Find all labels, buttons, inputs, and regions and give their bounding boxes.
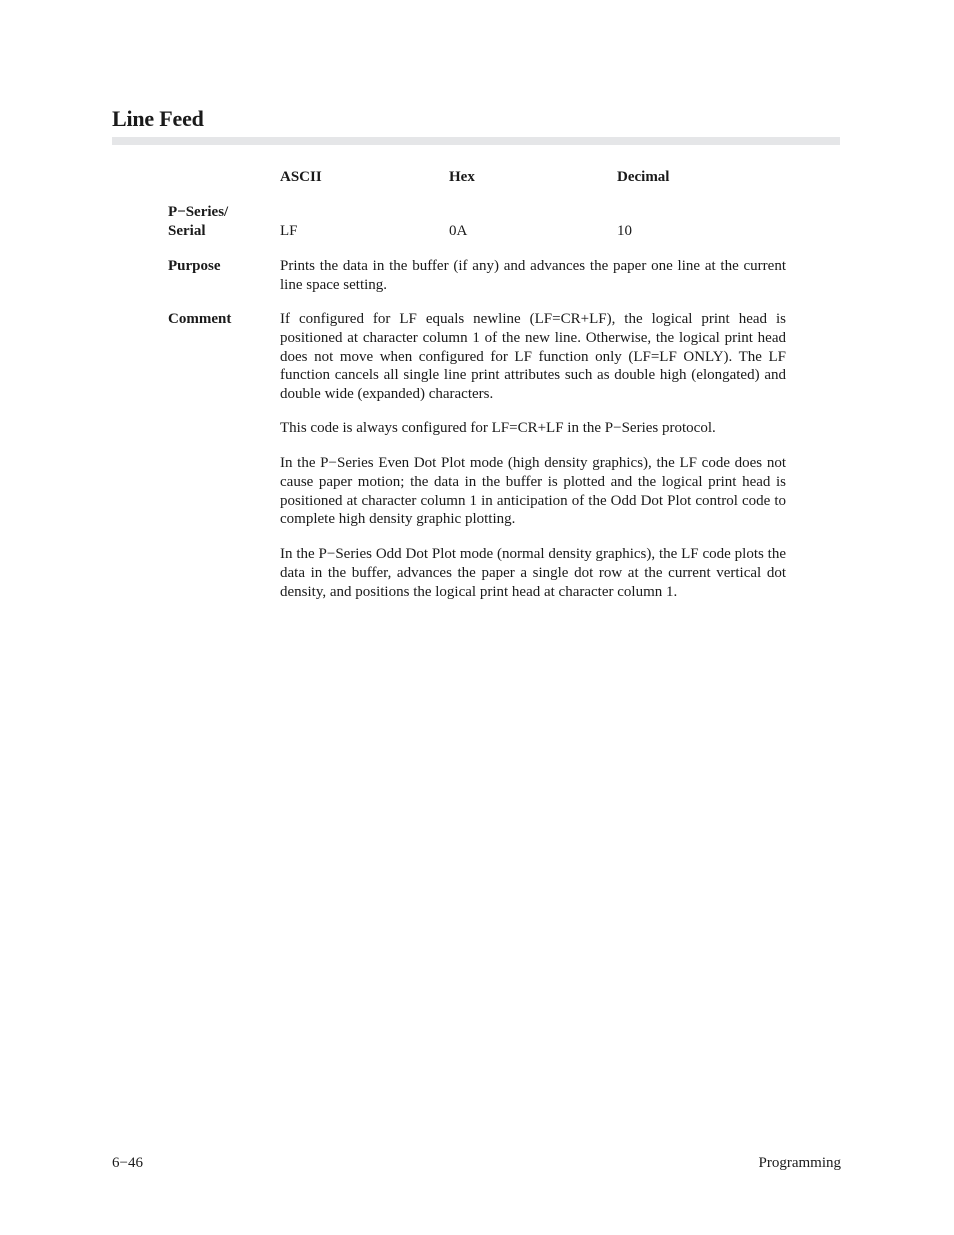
decimal-column-header: Decimal <box>617 169 670 185</box>
decimal-value: 10 <box>617 223 632 239</box>
purpose-label: Purpose <box>168 258 221 274</box>
comment-paragraph-2: This code is always configured for LF=CR+LF in the P−Series protocol. <box>280 420 716 436</box>
section-name: Programming <box>758 1155 841 1171</box>
comment-paragraph-4: In the P−Series Odd Dot Plot mode (normal density graphics), the LF code plots the data in the buffer, advances the paper a single dot row at the current vertical dot density, and positions the logical print head at character column 1. <box>280 546 786 600</box>
page-title: Line Feed <box>112 106 204 131</box>
hex-value: 0A <box>449 223 468 239</box>
page-number: 6−46 <box>112 1155 143 1171</box>
protocol-label-line2: Serial <box>168 223 206 239</box>
purpose-text: Prints the data in the buffer (if any) and advances the paper one line at the current line space setting. <box>280 258 786 293</box>
ascii-column-header: ASCII <box>280 169 322 185</box>
hex-column-header: Hex <box>449 169 475 185</box>
ascii-value: LF <box>280 223 298 239</box>
comment-paragraph-3: In the P−Series Even Dot Plot mode (high density graphics), the LF code does not cause paper motion; the data in the buffer is plotted and the logical print head is positioned at character column 1 in anticipation of the Odd Dot Plot control code to complete high density graphic plotting. <box>280 455 786 528</box>
comment-label: Comment <box>168 311 232 327</box>
comment-paragraph-1: If configured for LF equals newline (LF=CR+LF), the logical print head is positioned at character column 1 of the new line. Otherwise, the logical print head does not move when configured for LF function only (LF=LF ONLY). The LF function cancels all single line print attributes such as double high (elongated) and double wide (expanded) characters. <box>280 311 786 403</box>
protocol-label-line1: P−Series/ <box>168 204 229 220</box>
title-rule <box>112 137 840 145</box>
